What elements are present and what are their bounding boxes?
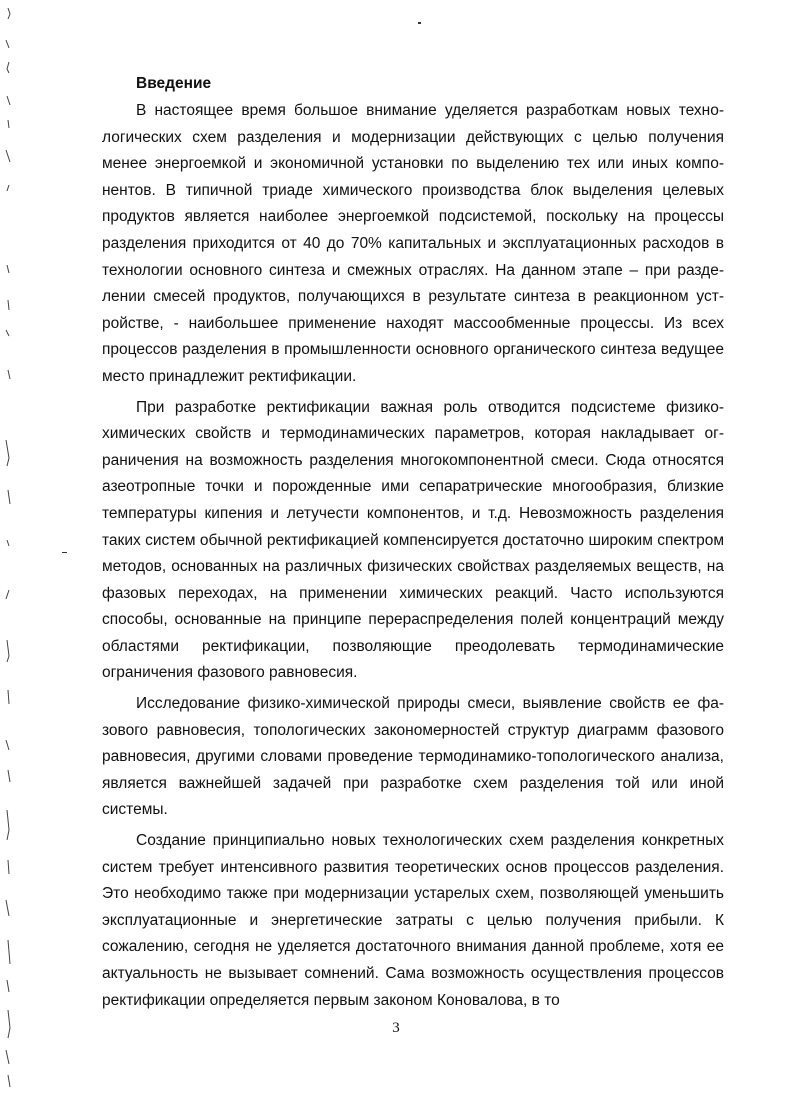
paragraph-2: При разработке ректификации важная роль отводится подсистеме физико-химических свойств и термодинамических параметров, которая накладывает ограничения на возможность разделения многокомпонентной смеси. Сюда относятся азеотропные точки и порожденные ими сепаратрические многообразия, близкие температуры кипения и летучести компонентов, и т.д. Невозможность разделения таких систем обычной ректификацией компенсируется достаточно широким спектром методов, основанных на различных физических свойствах разделяемых веществ, на фазовых переходах, на применении химических реакций. Часто используются способы, основанные на принципе перераспределения полей концентраций между областями ректификации, позволяющие преодолевать термодинамические ограничения фазового равновесия. — [102, 398, 724, 682]
document-body — [102, 70, 724, 1018]
page-number: 3 — [392, 1020, 400, 1036]
section-heading: Введение — [136, 75, 212, 92]
scan-speck-top — [418, 22, 421, 24]
paragraph-4: Создание принципиально новых технологических схем разделения конкретных систем требует интенсивного развития теоретических основ процессов разделения. Это необходимо также при модернизации устарелых схем, позволяющей уменьшить эксплуатационные и энергетические затраты с целью получения прибыли. К сожалению, сегодня не уделяется достаточного внимания данной проблеме, хотя ее актуальность не вызывает сомнений. Сама возможность осуществления процессов ректификации определяется первым законом Коновалова, в то — [102, 832, 724, 1009]
paragraph-1: В настоящее время большое внимание уделяется разработкам новых технологических схем разделения и модернизации действующих с целью получения менее энергоемкой и экономичной установки по выделению тех или иных компонентов. В типичной триаде химического производства блок выделения целевых продуктов является наиболее энергоемкой подсистемой, поскольку на процессы разделения приходится от 40 до 70% капитальных и эксплуатационных расходов в технологии основного синтеза и смежных отраслях. На данном этапе – при разделении смесей продуктов, получающихся в результате синтеза в реакционном устройстве, - наибольшее применение находят массообменные процессы. Из всех процессов разделения в промышленности основного органического синтеза ведущее место принадлежит ректификации. — [102, 102, 724, 385]
scan-speck-margin — [62, 552, 67, 553]
paragraph-3: Исследование физико-химической природы смеси, выявление свойств ее фазового равновесия, топологических закономерностей структур диаграмм фазового равновесия, другими словами проведение термодинамико-топологического анализа, является важнейшей задачей при разработке схем разделения той или иной системы. — [102, 695, 724, 819]
scan-margin-marks — [2, 0, 16, 1096]
